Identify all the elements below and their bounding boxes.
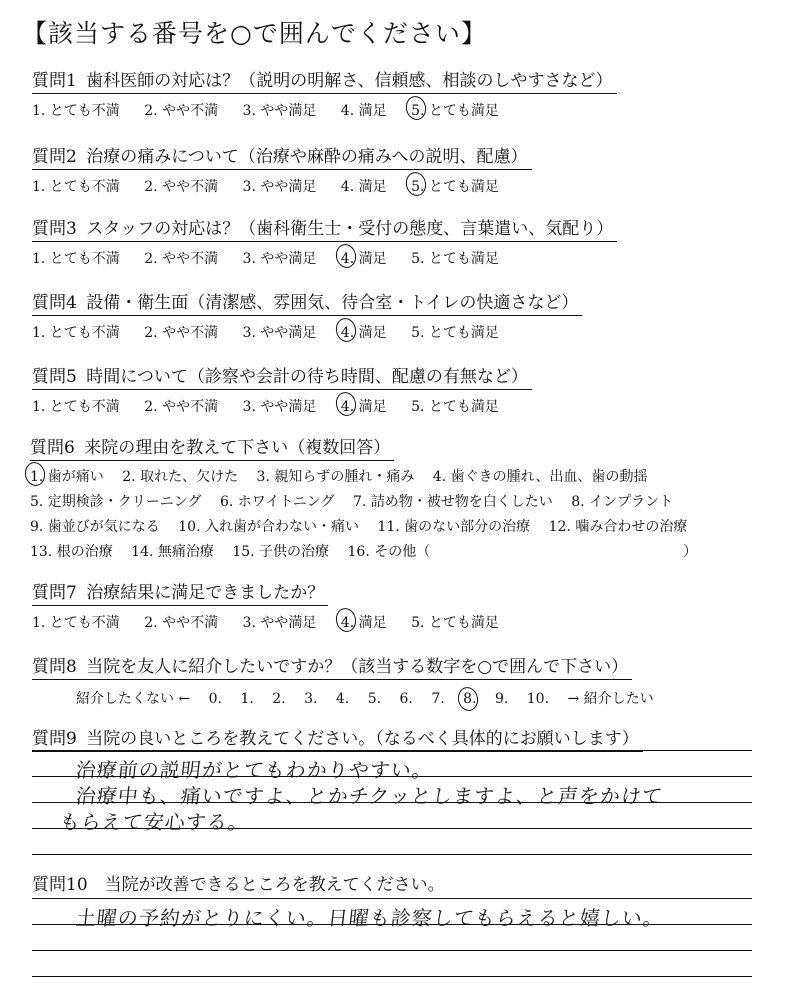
- question-text: 当院が改善できるところを教えてください。: [104, 875, 445, 895]
- question-number: 質問10: [32, 875, 88, 895]
- reason-row-1: [30, 466, 790, 486]
- option-1[interactable]: 1. とても不満: [32, 399, 120, 415]
- scale-9[interactable]: 9.: [494, 691, 509, 707]
- scale-6[interactable]: 6.: [399, 691, 413, 707]
- reason-13[interactable]: 13. 根の治療: [30, 544, 113, 560]
- scale-0[interactable]: 0.: [208, 691, 222, 707]
- question-number: 質問8: [32, 657, 77, 677]
- option-2[interactable]: 2. やや不満: [144, 251, 219, 267]
- option-2[interactable]: 2. やや不満: [144, 615, 219, 631]
- option-1[interactable]: 1. とても不満: [32, 103, 120, 119]
- question-number: 質問9: [32, 729, 77, 749]
- option-3[interactable]: 3. やや満足: [242, 179, 317, 195]
- option-4[interactable]: 4. 満足: [340, 103, 387, 119]
- option-2[interactable]: 2. やや不満: [144, 179, 219, 195]
- reason-5[interactable]: 5. 定期検診・クリーニング: [30, 494, 202, 510]
- option-2[interactable]: 2. やや不満: [144, 103, 219, 119]
- option-3[interactable]: 3. やや満足: [242, 103, 317, 119]
- ruled-line: [32, 950, 752, 951]
- reason-8[interactable]: 8. インプラント: [571, 494, 674, 510]
- option-3[interactable]: 3. やや満足: [242, 399, 317, 415]
- question-number: 質問3: [32, 219, 77, 239]
- scale-1[interactable]: 1.: [240, 691, 254, 707]
- handwritten-answer-line: 土曜の予約がとりにくい。日曜も診察してもらえると嬉しい。: [74, 906, 666, 930]
- question-number: 質問7: [32, 583, 77, 603]
- reason-9[interactable]: 9. 歯並びが気になる: [30, 519, 160, 535]
- question-number: 質問4: [32, 293, 77, 313]
- question-9: [32, 724, 792, 752]
- other-close-paren: ）: [683, 544, 698, 560]
- question-text: 当院を友人に紹介したいですか？（該当する数字を○で囲んで下さい）: [86, 657, 629, 677]
- question-8: [32, 652, 792, 708]
- handwritten-answer-line: 治療前の説明がとてもわかりやすい。: [74, 758, 435, 782]
- option-3[interactable]: 3. やや満足: [242, 251, 317, 267]
- reason-16-other[interactable]: 16. その他（: [347, 544, 431, 560]
- option-2[interactable]: 2. やや不満: [144, 399, 219, 415]
- form-header: 【該当する番号を○で囲んでください】: [22, 19, 487, 48]
- reason-14[interactable]: 14. 無痛治療: [131, 544, 214, 560]
- scale-4[interactable]: 4.: [335, 691, 350, 707]
- question-number: 質問1: [32, 71, 77, 91]
- recommend-scale: [76, 688, 792, 708]
- reason-2[interactable]: 2. 取れた、欠けた: [122, 469, 239, 485]
- option-4-selected[interactable]: 4. 満足: [341, 396, 387, 416]
- question-number: 質問2: [32, 147, 77, 167]
- scale-3[interactable]: 3.: [304, 691, 318, 707]
- question-text: 治療の痛みについて（治療や麻酔の痛みへの説明、配慮）: [86, 147, 528, 167]
- reason-15[interactable]: 15. 子供の治療: [232, 544, 330, 560]
- ruled-line: [32, 750, 752, 751]
- option-4[interactable]: 4. 満足: [340, 179, 387, 195]
- question-number: 質問6: [30, 438, 75, 458]
- option-1[interactable]: 1. とても不満: [32, 179, 120, 195]
- question-4: [32, 288, 792, 342]
- option-5-selected[interactable]: 5. とても満足: [411, 176, 499, 196]
- option-4-selected[interactable]: 4. 満足: [341, 248, 387, 268]
- option-5[interactable]: 5. とても満足: [411, 325, 499, 341]
- question-text: 当院の良いところを教えてください。（なるべく具体的にお願いします）: [86, 729, 639, 749]
- question-2: [32, 142, 792, 196]
- question-3: [32, 214, 792, 268]
- option-5[interactable]: 5. とても満足: [411, 615, 499, 631]
- reason-row-4: [30, 541, 790, 561]
- reason-row-2: [30, 491, 790, 511]
- question-text: スタッフの対応は？（歯科衛生士・受付の態度、言葉遣い、気配り）: [86, 219, 614, 239]
- option-5-selected[interactable]: 5. とても満足: [411, 100, 499, 120]
- question-text: 歯科医師の対応は？（説明の明解さ、信頼感、相談のしやすさなど）: [86, 71, 613, 91]
- scale-2[interactable]: 2.: [272, 691, 286, 707]
- question-number: 質問5: [32, 367, 77, 387]
- handwritten-answer-line: もらえて安心する。: [58, 810, 251, 834]
- option-5[interactable]: 5. とても満足: [411, 251, 499, 267]
- option-5[interactable]: 5. とても満足: [411, 399, 499, 415]
- option-3[interactable]: 3. やや満足: [242, 615, 317, 631]
- question-6: [30, 433, 790, 561]
- scale-left-label: 紹介したくない ←: [76, 691, 191, 707]
- reason-3[interactable]: 3. 親知らずの腫れ・痛み: [256, 469, 415, 485]
- question-7: [32, 578, 792, 632]
- reason-1-selected[interactable]: 1. 歯が痛い: [30, 466, 104, 486]
- scale-7[interactable]: 7.: [431, 691, 445, 707]
- reason-4[interactable]: 4. 歯ぐきの腫れ、出血、歯の動揺: [432, 469, 648, 485]
- option-1[interactable]: 1. とても不満: [32, 325, 120, 341]
- question-10: [32, 870, 792, 895]
- reason-10[interactable]: 10. 入れ歯が合わない・痛い: [178, 519, 359, 535]
- ruled-line: [32, 898, 752, 899]
- question-text: 来院の理由を教えて下さい（複数回答）: [84, 438, 391, 458]
- handwritten-answer-line: 治療中も、痛いですよ、とかチクッとしますよ、と声をかけて: [74, 784, 665, 808]
- reason-11[interactable]: 11. 歯のない部分の治療: [377, 519, 531, 535]
- question-text: 治療結果に満足できましたか？: [86, 583, 325, 603]
- scale-10[interactable]: 10.: [526, 691, 550, 707]
- ruled-line: [32, 854, 752, 855]
- reason-row-3: [30, 516, 790, 536]
- scale-8-selected[interactable]: 8.: [463, 691, 477, 707]
- ruled-line: [32, 976, 752, 977]
- option-3[interactable]: 3. やや満足: [242, 325, 317, 341]
- question-1: [32, 66, 792, 120]
- option-1[interactable]: 1. とても不満: [32, 615, 120, 631]
- question-text: 設備・衛生面（清潔感、雰囲気、待合室・トイレの快適さなど）: [86, 293, 579, 313]
- question-5: [32, 362, 792, 416]
- option-2[interactable]: 2. やや不満: [144, 325, 219, 341]
- question-text: 時間について（診察や会計の待ち時間、配慮の有無など）: [86, 367, 528, 387]
- option-4-selected[interactable]: 4. 満足: [341, 612, 387, 632]
- option-1[interactable]: 1. とても不満: [32, 251, 120, 267]
- scale-right-label: → 紹介したい: [567, 691, 654, 707]
- reason-12[interactable]: 12. 噛み合わせの治療: [548, 519, 688, 535]
- option-4-selected[interactable]: 4. 満足: [341, 322, 387, 342]
- reason-7[interactable]: 7. 詰め物・被せ物を白くしたい: [353, 494, 553, 510]
- scale-5[interactable]: 5.: [367, 691, 382, 707]
- reason-6[interactable]: 6. ホワイトニング: [219, 494, 335, 510]
